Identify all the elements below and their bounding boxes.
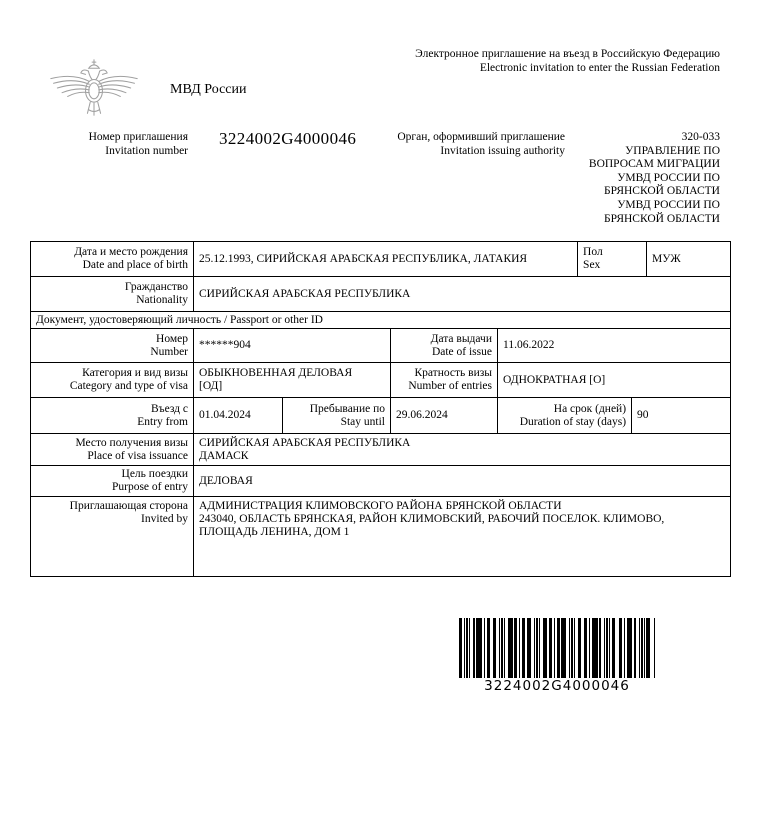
barcode-bars-icon <box>459 618 655 678</box>
table-row-document-section <box>31 312 731 329</box>
invited-by-label: Приглашающая сторона Invited by <box>31 497 194 577</box>
issuing-authority-value: 320-033 УПРАВЛЕНИЕ ПО ВОПРОСАМ МИГРАЦИИ УМВД РОССИИ ПО БРЯНСКОЙ ОБЛАСТИ УМВД РОССИИ ПО БРЯНСКОЙ ОБЛАСТИ <box>588 131 720 225</box>
duration-value: 90 <box>632 398 731 434</box>
nationality-value: СИРИЙСКАЯ АРАБСКАЯ РЕСПУБЛИКА <box>194 277 731 312</box>
purpose-value: ДЕЛОВАЯ <box>194 466 731 497</box>
document-title-en: Electronic invitation to enter the Russian Federation <box>479 62 720 74</box>
passport-number-value: ******904 <box>194 329 391 363</box>
stay-until-label: Пребывание по Stay until <box>283 398 391 434</box>
table-row-nationality <box>31 277 731 312</box>
barcode <box>459 618 655 694</box>
visa-category-value: ОБЫКНОВЕННАЯ ДЕЛОВАЯ [ОД] <box>194 363 391 398</box>
table-row-purpose <box>31 466 731 497</box>
table-row-passport <box>31 329 731 363</box>
invitation-number-value: 3224002G4000046 <box>219 129 357 148</box>
issuance-place-value: СИРИЙСКАЯ АРАБСКАЯ РЕСПУБЛИКА ДАМАСК <box>194 434 731 466</box>
entries-label: Кратность визы Number of entries <box>391 363 498 398</box>
table-row-birth <box>31 242 731 277</box>
issue-date-label: Дата выдачи Date of issue <box>391 329 498 363</box>
invitation-number-label: Номер приглашения Invitation number <box>88 131 188 157</box>
org-name: МВД России <box>170 82 247 97</box>
birth-value: 25.12.1993, СИРИЙСКАЯ АРАБСКАЯ РЕСПУБЛИКА, ЛАТАКИЯ <box>194 242 578 277</box>
entry-from-label: Въезд с Entry from <box>31 398 194 434</box>
document-title-ru: Электронное приглашение на въезд в Российскую Федерацию <box>415 48 720 60</box>
purpose-label: Цель поездки Purpose of entry <box>31 466 194 497</box>
issuance-place-label: Место получения визы Place of visa issuance <box>31 434 194 466</box>
nationality-label: Гражданство Nationality <box>31 277 194 312</box>
passport-number-label: Номер Number <box>31 329 194 363</box>
duration-label: На срок (дней) Duration of stay (days) <box>498 398 632 434</box>
invitation-details-table <box>30 241 731 577</box>
sex-value: МУЖ <box>647 242 731 277</box>
invited-by-value: АДМИНИСТРАЦИЯ КЛИМОВСКОГО РАЙОНА БРЯНСКОЙ ОБЛАСТИ 243040, ОБЛАСТЬ БРЯНСКАЯ, РАЙОН КЛИМОВСКИЙ, РАБОЧИЙ ПОСЕЛОК. КЛИМОВО, ПЛОЩАДЬ ЛЕНИНА, ДОМ 1 <box>194 497 731 577</box>
document-title <box>415 47 720 75</box>
visa-category-label: Категория и вид визы Category and type of visa <box>31 363 194 398</box>
issuing-authority-label: Орган, оформивший приглашение Invitation issuing authority <box>397 131 565 157</box>
sex-label: Пол Sex <box>578 242 647 277</box>
stay-until-value: 29.06.2024 <box>391 398 498 434</box>
table-row-visa-category <box>31 363 731 398</box>
document-section-header: Документ, удостоверяющий личность / Passport or other ID <box>31 312 731 329</box>
entry-from-value: 01.04.2024 <box>194 398 283 434</box>
table-row-entry-dates <box>31 398 731 434</box>
table-row-invited-by <box>31 497 731 577</box>
issue-date-value: 11.06.2022 <box>498 329 731 363</box>
barcode-value: 3224002G4000046 <box>484 678 630 694</box>
table-row-issuance-place <box>31 434 731 466</box>
birth-label: Дата и место рождения Date and place of birth <box>31 242 194 277</box>
entries-value: ОДНОКРАТНАЯ [О] <box>498 363 731 398</box>
mvd-double-headed-eagle-icon <box>47 57 141 119</box>
